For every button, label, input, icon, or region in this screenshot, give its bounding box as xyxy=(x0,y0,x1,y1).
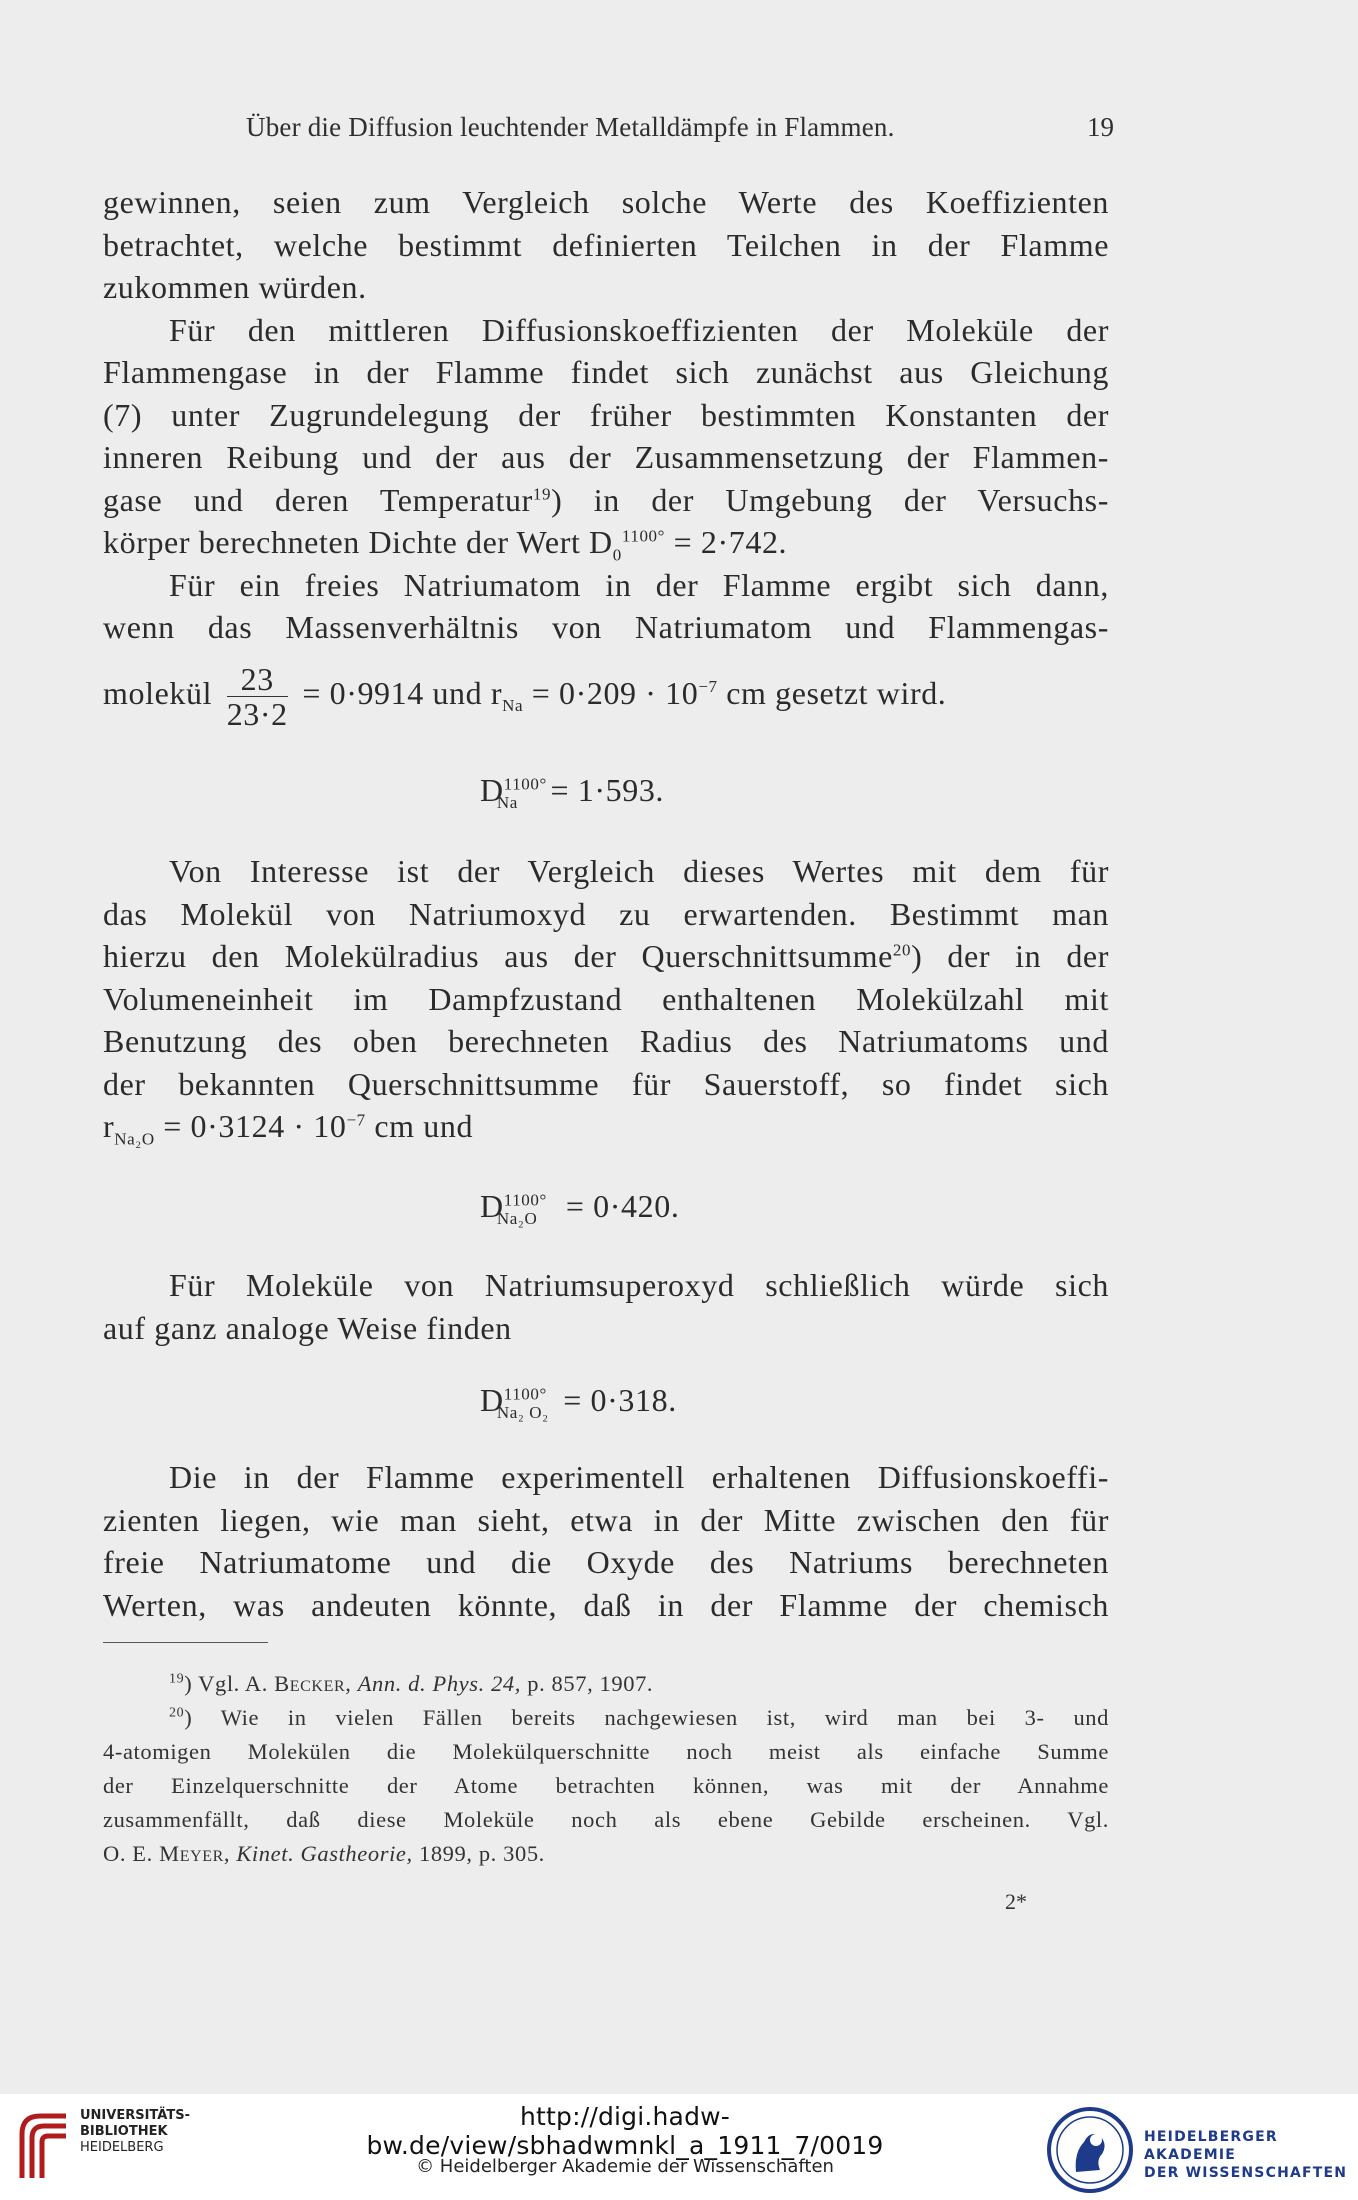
text-line: $r_{Na_2O} = 0\cdot 3124 \cdot 10^{-7}$ cm und xyxy=(103,1108,474,1149)
academy-seal-icon[interactable] xyxy=(1046,2106,1134,2194)
body-text xyxy=(103,850,1109,1148)
mass-ratio-fraction: $\frac{23}{23\cdot 2}$ xyxy=(226,661,288,732)
page-number: 19 xyxy=(1087,112,1114,142)
footnote-19: $^{19}$) Vgl. A. Becker, Ann. d. Phys. 24, p. 857, 1907. xyxy=(169,1671,654,1696)
footnote-20: $^{20}$) Wie in vielen Fällen bereits nachgewiesen ist, wird man bei 3- und xyxy=(169,1705,1109,1730)
body-text xyxy=(103,181,1109,649)
footnote-ref: 19 xyxy=(532,483,552,503)
text-line: Benutzung des oben berechneten Radius des Natriumatoms und xyxy=(103,1023,1109,1059)
text-line: Die in der Flamme experimentell erhaltenen Diffusionskoeffi- xyxy=(169,1459,1109,1495)
text-line: Für ein freies Natriumatom in der Flamme ergibt sich dann, xyxy=(169,566,1109,603)
text-line: Flammengase in der Flamme findet sich zunächst aus Gleichung xyxy=(103,354,1109,390)
permalink-url[interactable]: http://digi.hadw-bw.de/view/sbhadwmnkl_a_1911_7/0019 xyxy=(366,2102,884,2160)
mass-ratio-line: molekül $\frac{23}{23\cdot 2}$ = 0·9914 und $r_{Na} = 0\cdot 209 \cdot 10^{-7}$ cm gesetzt wird. xyxy=(103,661,947,732)
footnote-line: O. E. Meyer, Kinet. Gastheorie, 1899, p. 305. xyxy=(103,1841,545,1866)
footnote-line: der Einzelquerschnitte der Atome betrachten können, was mit der Annahme xyxy=(103,1773,1109,1798)
academy-name: HEIDELBERGER AKADEMIE DER WISSENSCHAFTEN xyxy=(1144,2129,1348,2181)
text-line: betrachtet, welche bestimmt definierten Teilchen in der Flamme xyxy=(103,226,1109,263)
text-line: zukommen würden. xyxy=(103,269,367,305)
text-line: inneren Reibung und der aus der Zusammensetzung der Flammen- xyxy=(103,439,1109,475)
text-line: Volumeneinheit im Dampfzustand enthaltenen Molekülzahl mit xyxy=(103,980,1109,1017)
text-line: der bekannten Querschnittsumme für Sauerstoff, so findet sich xyxy=(103,1065,1109,1102)
text-line: körper berechneten Dichte der Wert $D_0^{1100^\circ} = 2\cdot 742$. xyxy=(103,524,788,565)
copyright-notice: © Heidelberger Akademie der Wissenschaften xyxy=(416,2156,834,2177)
text-line: gewinnen, seien zum Vergleich solche Werte des Koeffizienten xyxy=(103,184,1109,220)
running-title: Über die Diffusion leuchtender Metalldämpfe in Flammen. xyxy=(246,112,895,142)
footnote-ref: 20 xyxy=(892,940,912,960)
viewer-footer xyxy=(0,2094,1358,2200)
text-line: Für Moleküle von Natriumsuperoxyd schließlich würde sich xyxy=(169,1267,1109,1303)
text-line: gase und deren Temperatur$^{19}$) in der Umgebung der Versuchs- xyxy=(103,481,1109,518)
text-line: das Molekül von Natriumoxyd zu erwartenden. Bestimmt man xyxy=(103,895,1109,932)
footnotes xyxy=(103,1667,1109,1871)
footnote-separator xyxy=(103,1642,268,1643)
text-line: Für den mittleren Diffusionskoeffizienten der Moleküle der xyxy=(169,311,1109,348)
text-line: zienten liegen, wie man sieht, etwa in der Mitte zwischen den für xyxy=(103,1501,1109,1538)
text-line: wenn das Massenverhältnis von Natriumatom und Flammengas- xyxy=(103,609,1109,645)
text-line: Werten, was andeuten könnte, daß in der Flamme der chemisch xyxy=(103,1586,1109,1623)
footnote-line: 4-atomigen Molekülen die Molekülquerschnitte noch meist als einfache Summe xyxy=(103,1739,1109,1764)
signature-mark: 2* xyxy=(1005,1889,1027,1914)
body-text xyxy=(103,1456,1109,1626)
body-text xyxy=(103,1264,1109,1349)
footnote-line: zusammenfällt, daß diese Moleküle noch als ebene Gebilde erscheinen. Vgl. xyxy=(103,1807,1109,1832)
text-line: (7) unter Zugrundelegung der früher bestimmten Konstanten der xyxy=(103,396,1109,433)
text-line: freie Natriumatome und die Oxyde des Natriums berechneten xyxy=(103,1544,1109,1580)
equation-d-na2o2: $D^{1100^\circ}_{Na_2 O_2} = 0\cdot 318$. xyxy=(480,1382,677,1423)
text-line: auf ganz analoge Weise finden xyxy=(103,1309,512,1346)
equation-d-na2o: $D^{1100^\circ}_{Na_2O} = 0\cdot 420$. xyxy=(480,1188,680,1229)
university-library-name: UNIVERSITÄTS- BIBLIOTHEK HEIDELBERG xyxy=(80,2108,190,2155)
text-line: hierzu den Molekülradius aus der Querschnittsumme$^{20}$) der in der xyxy=(103,938,1109,974)
equation-d-na: $D^{1100^\circ}_{Na} = 1\cdot 593$. xyxy=(480,772,665,813)
text-line: Von Interesse ist der Vergleich dieses Wertes mit dem für xyxy=(169,853,1109,889)
university-library-logo-icon[interactable] xyxy=(14,2108,74,2184)
